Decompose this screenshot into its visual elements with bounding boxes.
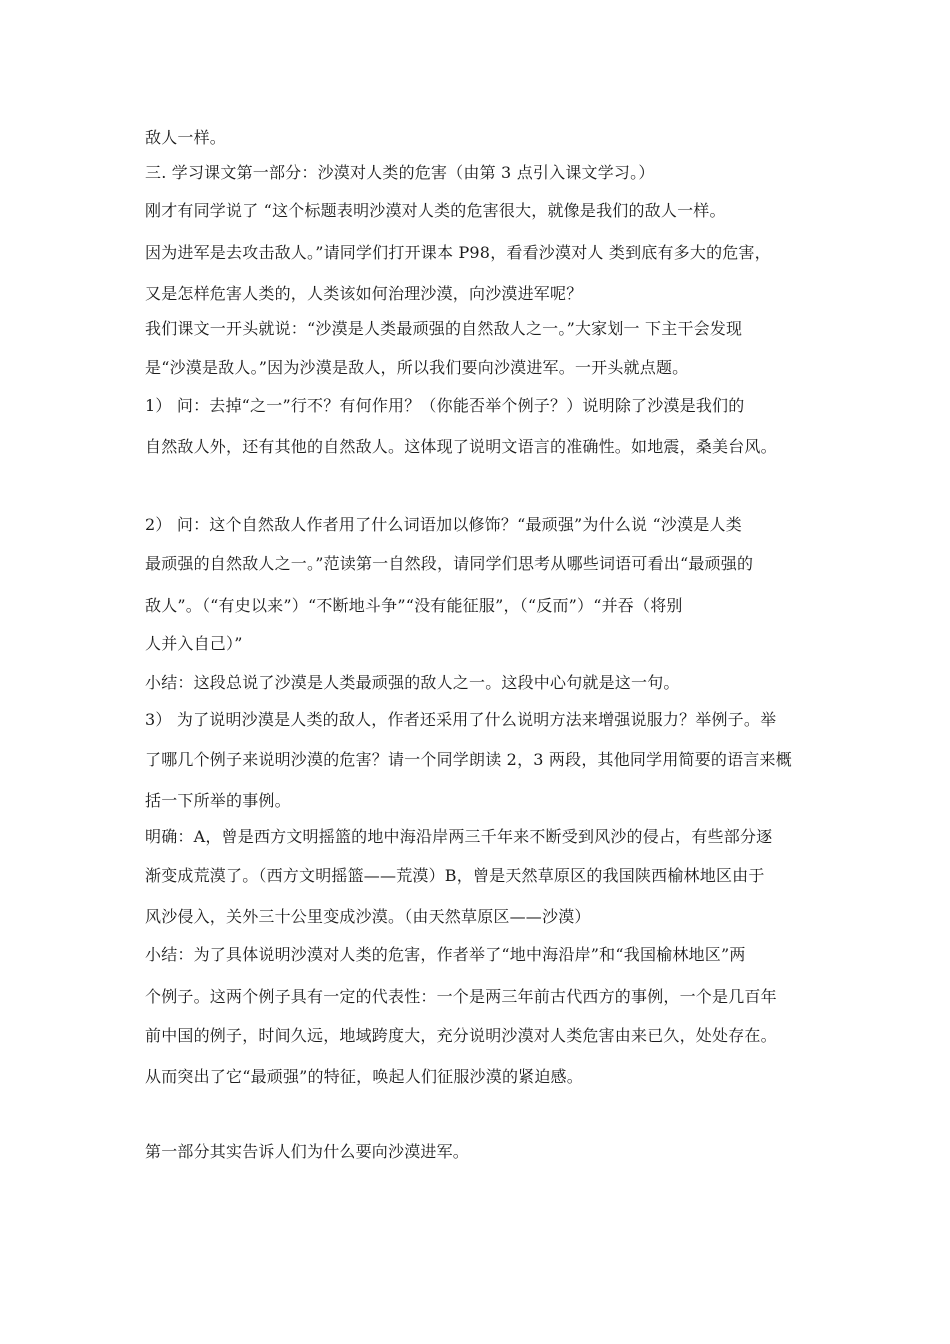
- text-line: 敌人”。（“有史以来”）“不断地斗争”“没有能征服”，（“反而”）“并吞（将别: [145, 596, 683, 615]
- text-line: 人并入自己）”: [145, 634, 243, 653]
- text-line: 刚才有同学说了 “这个标题表明沙漠对人类的危害很大，就像是我们的敌人一样。: [145, 201, 726, 220]
- text-line: 个例子。这两个例子具有一定的代表性：一个是两三年前古代西方的事例，一个是几百年: [145, 987, 777, 1006]
- text-line: 从而突出了它“最顽强”的特征，唤起人们征服沙漠的紧迫感。: [145, 1067, 583, 1086]
- summary-line: 小结：这段总说了沙漠是人类最顽强的敌人之一。这段中心句就是这一句。: [145, 673, 680, 692]
- section-heading: 三. 学习课文第一部分：沙漠对人类的危害（由第 3 点引入课文学习。）: [145, 163, 655, 182]
- text-line: 第一部分其实告诉人们为什么要向沙漠进军。: [145, 1142, 470, 1161]
- text-line: 又是怎样危害人类的，人类该如何治理沙漠，向沙漠进军呢？: [145, 284, 583, 303]
- text-line: 是“沙漠是敌人。”因为沙漠是敌人，所以我们要向沙漠进军。一开头就点题。: [145, 358, 689, 377]
- numbered-item: 2） 问：这个自然敌人作者用了什么词语加以修饰？“最顽强”为什么说 “沙漠是人类: [145, 515, 742, 534]
- text-line: 前中国的例子，时间久远，地域跨度大，充分说明沙漠对人类危害由来已久，处处存在。: [145, 1026, 777, 1045]
- numbered-item: 1） 问：去掉“之一”行不？有何作用？（你能否举个例子？）说明除了沙漠是我们的: [145, 396, 745, 415]
- text-line: 因为进军是去攻击敌人。”请同学们打开课本 P98，看看沙漠对人 类到底有多大的危害，: [145, 243, 771, 262]
- text-line: 自然敌人外，还有其他的自然敌人。这体现了说明文语言的准确性。如地震，桑美台风。: [145, 437, 777, 456]
- text-line: 最顽强的自然敌人之一。”范读第一自然段，请同学们思考从哪些词语可看出“最顽强的: [145, 554, 754, 573]
- text-line: 渐变成荒漠了。（西方文明摇篮——荒漠）B，曾是天然草原区的我国陕西榆林地区由于: [145, 866, 765, 885]
- numbered-item: 3） 为了说明沙漠是人类的敌人，作者还采用了什么说明方法来增强说服力？举例子。举: [145, 710, 777, 729]
- text-line: 风沙侵入，关外三十公里变成沙漠。（由天然草原区——沙漠）: [145, 907, 591, 926]
- text-line: 括一下所举的事例。: [145, 791, 291, 810]
- text-line: 敌人一样。: [145, 128, 227, 147]
- text-line: 明确：A，曾是西方文明摇篮的地中海沿岸两三千年来不断受到风沙的侵占，有些部分逐: [145, 827, 773, 846]
- text-line: 我们课文一开头就说：“沙漠是人类最顽强的自然敌人之一。”大家划一 下主干会发现: [145, 319, 743, 338]
- summary-line: 小结：为了具体说明沙漠对人类的危害，作者举了“地中海沿岸”和“我国榆林地区”两: [145, 945, 746, 964]
- text-line: 了哪几个例子来说明沙漠的危害？请一个同学朗读 2，3 两段，其他同学用简要的语言来概: [145, 750, 792, 769]
